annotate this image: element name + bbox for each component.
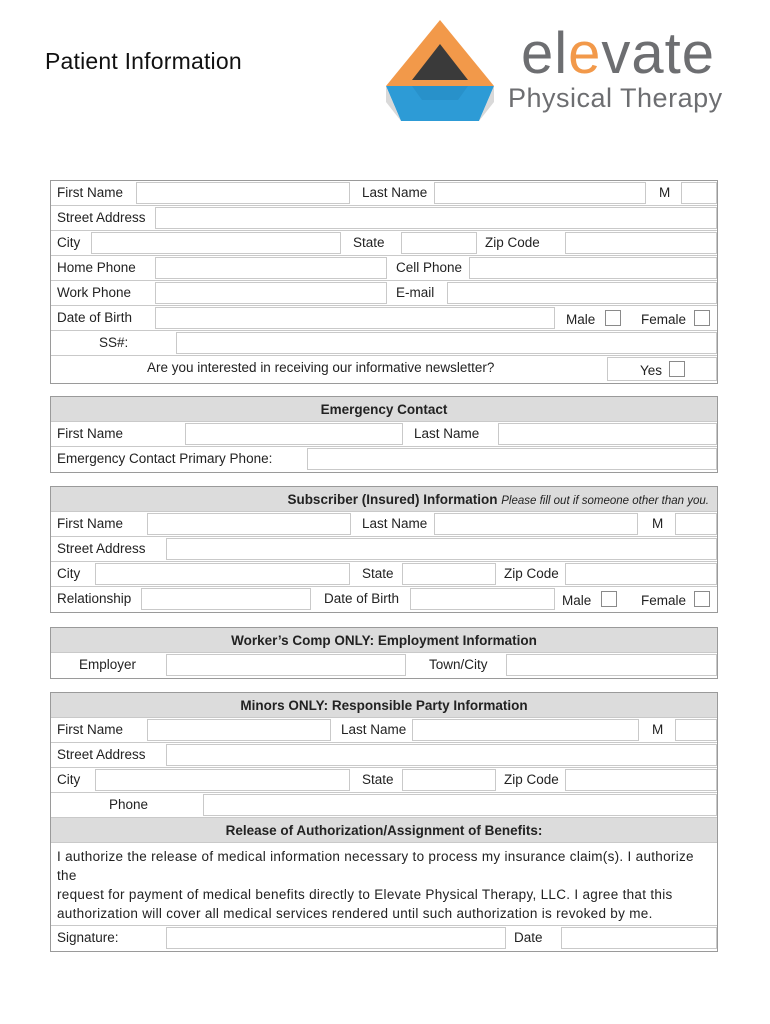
minors-mi-label: M: [652, 722, 664, 737]
work-phone-label: Work Phone: [57, 285, 132, 300]
subscriber-city-label: City: [57, 566, 81, 581]
minors-state-label: State: [362, 772, 394, 787]
emergency-first-name-label: First Name: [57, 426, 124, 441]
subscriber-mi-label: M: [652, 516, 664, 531]
subscriber-street-field[interactable]: [166, 538, 717, 560]
relationship-field[interactable]: [141, 588, 311, 610]
minors-phone-field[interactable]: [203, 794, 717, 816]
subscriber-last-name-label: Last Name: [362, 516, 428, 531]
male-label: Male: [566, 312, 596, 327]
minors-zip-label: Zip Code: [504, 772, 559, 787]
city-field[interactable]: [91, 232, 341, 254]
female-checkbox[interactable]: [694, 310, 710, 326]
street-field[interactable]: [155, 207, 717, 229]
workers-comp-header: Worker’s Comp ONLY: Employment Information: [51, 628, 717, 653]
subscriber-state-label: State: [362, 566, 394, 581]
town-city-label: Town/City: [429, 657, 488, 672]
minors-phone-label: Phone: [109, 797, 149, 812]
state-field[interactable]: [401, 232, 477, 254]
release-text-line-2: request for payment of medical benefits directly to Elevate Physical Therapy, LLC. I agree that this: [57, 887, 673, 902]
subscriber-state-field[interactable]: [402, 563, 496, 585]
zip-label: Zip Code: [485, 235, 540, 250]
dob-label: Date of Birth: [57, 310, 133, 325]
minors-city-row: [51, 768, 717, 793]
female-label: Female: [641, 312, 687, 327]
subscriber-last-name-field[interactable]: [434, 513, 638, 535]
emergency-section: [50, 396, 718, 473]
male-checkbox[interactable]: [605, 310, 621, 326]
city-label: City: [57, 235, 81, 250]
patient-work-row: [51, 281, 717, 306]
signature-row: [51, 926, 717, 951]
dob-field[interactable]: [155, 307, 555, 329]
elevate-logo: [386, 20, 494, 121]
home-phone-label: Home Phone: [57, 260, 136, 275]
signature-field[interactable]: [166, 927, 506, 949]
subscriber-male-label: Male: [562, 593, 592, 608]
subscriber-header-title: Subscriber (Insured) Information: [287, 492, 498, 507]
subscriber-street-label: Street Address: [57, 541, 146, 556]
minors-name-row: [51, 718, 717, 743]
minors-phone-row: [51, 793, 717, 818]
subscriber-header-note: Please fill out if someone other than you.: [501, 495, 709, 507]
patient-city-row: [51, 231, 717, 256]
subscriber-male-checkbox[interactable]: [601, 591, 617, 607]
employer-label: Employer: [79, 657, 137, 672]
subscriber-header: [51, 487, 717, 512]
minors-last-name-label: Last Name: [341, 722, 407, 737]
town-city-field[interactable]: [506, 654, 717, 676]
minors-state-field[interactable]: [402, 769, 496, 791]
date-label: Date: [514, 930, 543, 945]
cell-phone-field[interactable]: [469, 257, 717, 279]
subscriber-mi-field[interactable]: [675, 513, 717, 535]
minors-street-field[interactable]: [166, 744, 717, 766]
subscriber-relationship-row: [51, 587, 717, 612]
patient-street-row: [51, 206, 717, 231]
emergency-phone-row: [51, 447, 717, 472]
date-field[interactable]: [561, 927, 717, 949]
emergency-first-name-field[interactable]: [185, 423, 403, 445]
minors-last-name-field[interactable]: [412, 719, 639, 741]
minors-zip-field[interactable]: [565, 769, 717, 791]
minors-street-row: [51, 743, 717, 768]
release-text: [51, 843, 717, 926]
first-name-label: First Name: [57, 185, 124, 200]
workers-comp-section: [50, 627, 718, 679]
release-header: Release of Authorization/Assignment of Benefits:: [51, 818, 717, 843]
ssn-field[interactable]: [176, 332, 717, 354]
subscriber-zip-field[interactable]: [565, 563, 717, 585]
minors-first-name-label: First Name: [57, 722, 124, 737]
last-name-label: Last Name: [362, 185, 428, 200]
subscriber-first-name-field[interactable]: [147, 513, 351, 535]
emergency-header: Emergency Contact: [51, 397, 717, 422]
minors-section: [50, 692, 718, 952]
ssn-label: SS#:: [99, 335, 129, 350]
logo-triangle-icon: [386, 20, 494, 121]
mi-field[interactable]: [681, 182, 717, 204]
minors-header: Minors ONLY: Responsible Party Information: [51, 693, 717, 718]
patient-phone-row: [51, 256, 717, 281]
subscriber-section: [50, 486, 718, 613]
emergency-last-name-label: Last Name: [414, 426, 480, 441]
patient-dob-row: [51, 306, 717, 331]
first-name-field[interactable]: [136, 182, 350, 204]
minors-first-name-field[interactable]: [147, 719, 331, 741]
mi-label: M: [659, 185, 671, 200]
subscriber-female-checkbox[interactable]: [694, 591, 710, 607]
state-label: State: [353, 235, 385, 250]
patient-section: [50, 180, 718, 384]
subscriber-street-row: [51, 537, 717, 562]
page-title: Patient Information: [45, 48, 242, 74]
email-field[interactable]: [447, 282, 717, 304]
minors-city-field[interactable]: [95, 769, 350, 791]
minors-mi-field[interactable]: [675, 719, 717, 741]
work-phone-field[interactable]: [155, 282, 387, 304]
logo-subtitle: Physical Therapy: [508, 83, 723, 113]
street-label: Street Address: [57, 210, 146, 225]
subscriber-first-name-label: First Name: [57, 516, 124, 531]
patient-name-row: [51, 181, 717, 206]
subscriber-zip-label: Zip Code: [504, 566, 559, 581]
zip-field[interactable]: [565, 232, 717, 254]
subscriber-dob-field[interactable]: [410, 588, 555, 610]
subscriber-city-field[interactable]: [95, 563, 350, 585]
emergency-phone-label: Emergency Contact Primary Phone:: [57, 451, 273, 466]
home-phone-field[interactable]: [155, 257, 387, 279]
relationship-label: Relationship: [57, 591, 132, 606]
yes-label: Yes: [640, 363, 663, 378]
subscriber-name-row: [51, 512, 717, 537]
newsletter-question: Are you interested in receiving our informative newsletter?: [147, 360, 495, 375]
patient-newsletter-row: [51, 356, 717, 383]
employer-field[interactable]: [166, 654, 406, 676]
logo-wordmark: elevate: [521, 21, 716, 86]
subscriber-city-row: [51, 562, 717, 587]
employer-row: [51, 653, 717, 678]
subscriber-dob-label: Date of Birth: [324, 591, 400, 606]
minors-city-label: City: [57, 772, 81, 787]
emergency-phone-field[interactable]: [307, 448, 717, 470]
subscriber-female-label: Female: [641, 593, 687, 608]
release-text-line-1: I authorize the release of medical information necessary to process my insurance claim(s). I authorize the: [57, 849, 694, 883]
patient-ssn-row: [51, 331, 717, 356]
release-text-line-3: authorization will cover all medical services rendered until such authorization is revoked by me.: [57, 906, 653, 921]
newsletter-yes-checkbox[interactable]: [669, 361, 685, 377]
minors-street-label: Street Address: [57, 747, 146, 762]
emergency-name-row: [51, 422, 717, 447]
emergency-last-name-field[interactable]: [498, 423, 717, 445]
email-label: E-mail: [396, 285, 435, 300]
signature-label: Signature:: [57, 930, 119, 945]
last-name-field[interactable]: [434, 182, 646, 204]
cell-phone-label: Cell Phone: [396, 260, 463, 275]
